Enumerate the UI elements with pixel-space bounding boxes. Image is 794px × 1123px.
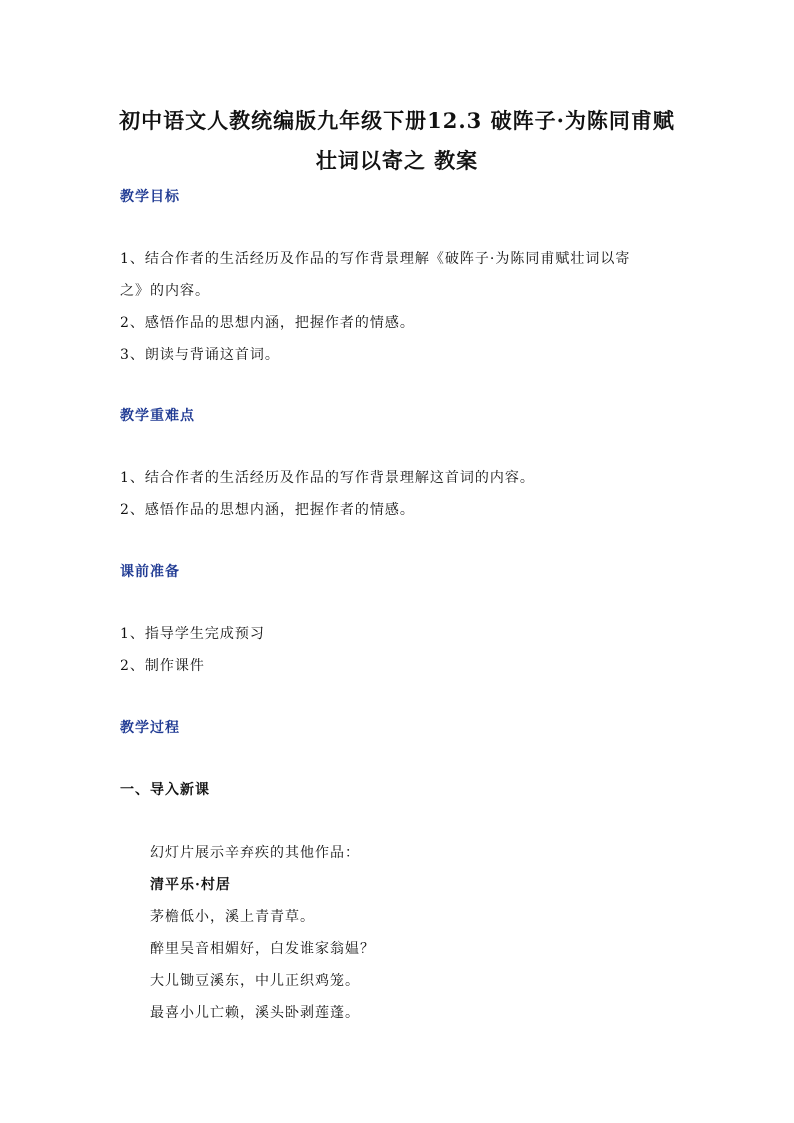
section-heading-objectives: 教学目标 [120, 189, 180, 205]
document-title-line-2: 壮词以寄之 教案 [315, 148, 479, 173]
objective-item: 2、感悟作品的思想内涵，把握作者的情感。 [120, 315, 415, 331]
poem-line: 醉里吴音相媚好，白发谁家翁媪？ [150, 941, 375, 957]
poem-line: 最喜小儿亡赖，溪头卧剥莲蓬。 [150, 1005, 360, 1021]
preparation-item: 2、制作课件 [120, 658, 205, 674]
poem-line: 茅檐低小，溪上青青草。 [150, 909, 315, 925]
process-part-heading: 一、导入新课 [120, 782, 210, 798]
key-point-item: 2、感悟作品的思想内涵，把握作者的情感。 [120, 502, 415, 518]
poem-title: 清平乐·村居 [150, 877, 231, 893]
process-intro: 幻灯片展示辛弃疾的其他作品： [150, 845, 360, 861]
preparation-item: 1、指导学生完成预习 [120, 626, 265, 642]
objective-item: 之》的内容。 [120, 283, 210, 299]
objective-item: 3、朗读与背诵这首词。 [120, 347, 280, 363]
section-heading-process: 教学过程 [120, 720, 180, 736]
key-point-item: 1、结合作者的生活经历及作品的写作背景理解这首词的内容。 [120, 470, 535, 486]
objective-item: 1、结合作者的生活经历及作品的写作背景理解《破阵子·为陈同甫赋壮词以寄 [120, 251, 631, 267]
poem-line: 大儿锄豆溪东，中儿正织鸡笼。 [150, 973, 360, 989]
section-heading-key-points: 教学重难点 [120, 408, 195, 424]
document-title-line-1: 初中语文人教统编版九年级下册12.3 破阵子·为陈同甫赋 [119, 108, 675, 133]
section-heading-preparation: 课前准备 [120, 564, 180, 580]
